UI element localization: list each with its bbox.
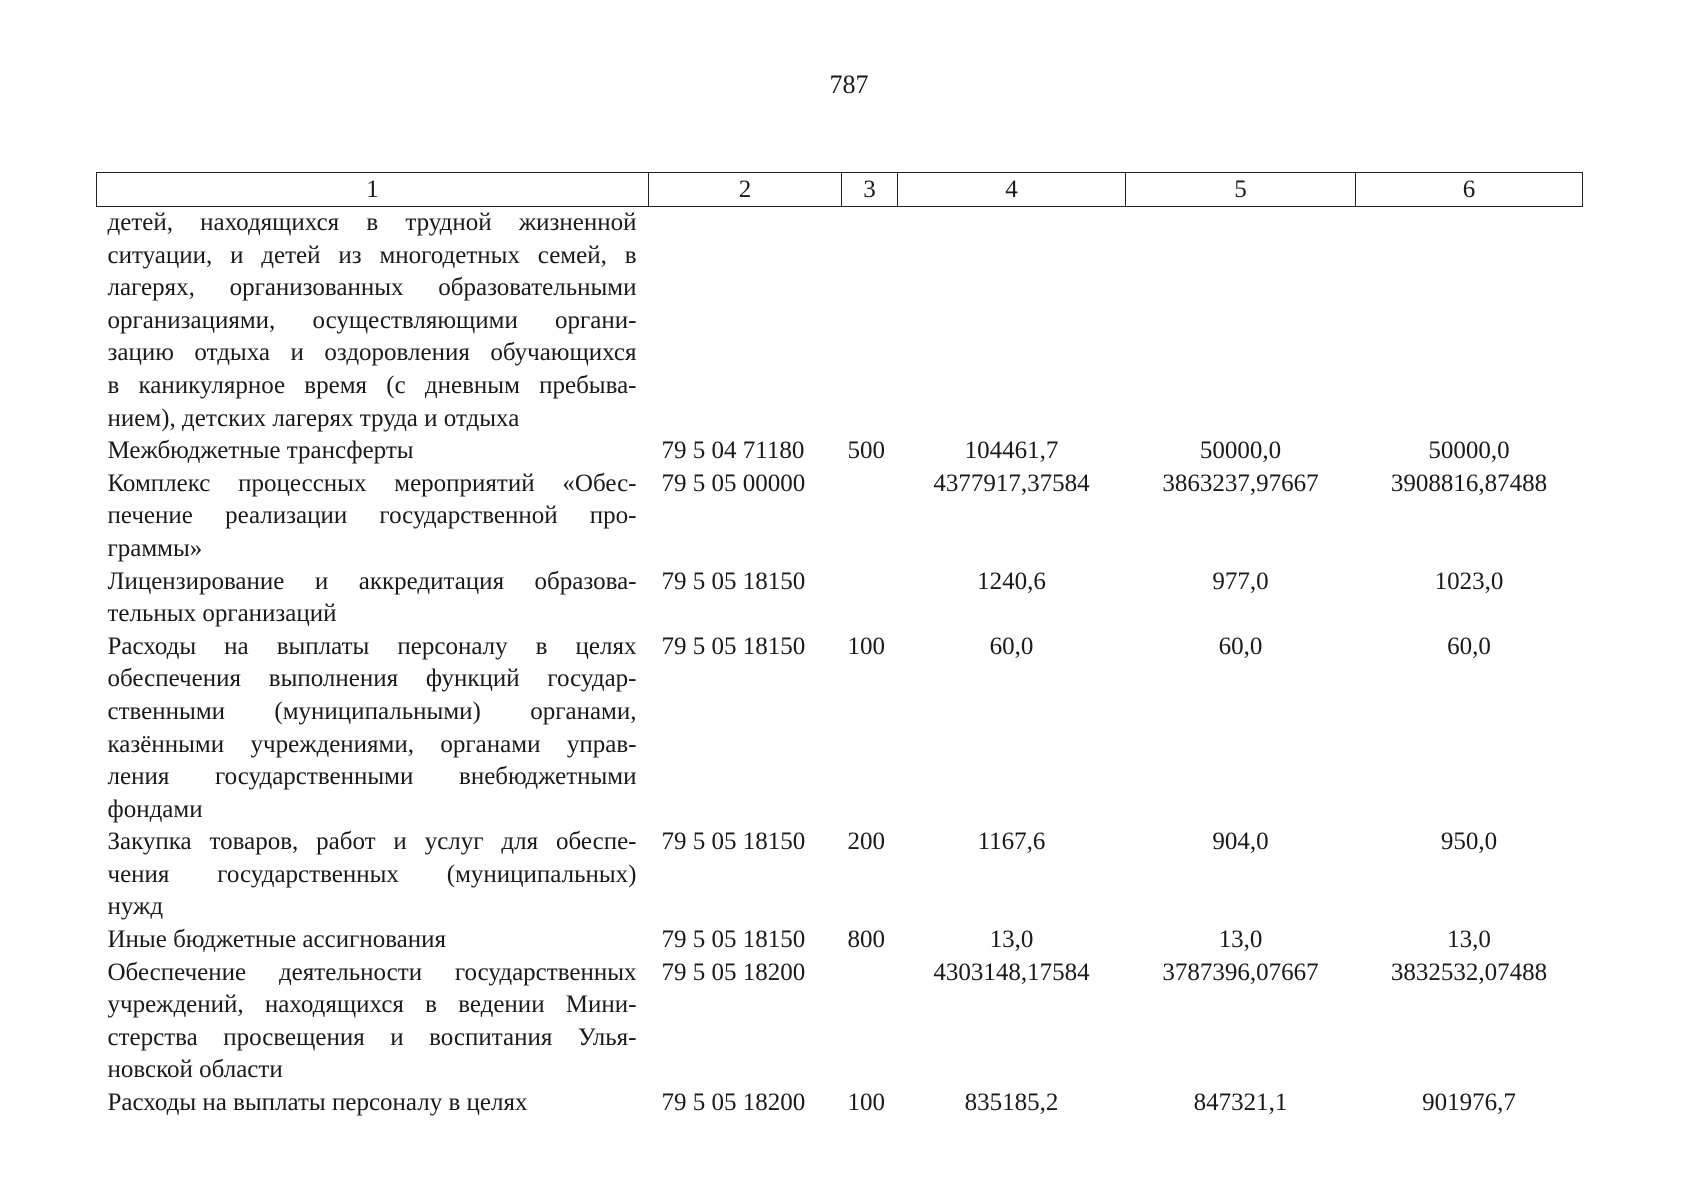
amount-col-4-cell — [898, 207, 1126, 436]
row-name-line: стерства просвещения и воспитания Улья- — [107, 1023, 637, 1051]
amount-col-6-cell: 50000,0 — [1428, 437, 1510, 465]
row-name-line: Межбюджетные трансферты — [107, 437, 414, 465]
row-name-line: чения государственных (муниципальных) — [107, 860, 637, 888]
row-name-line: Закупка товаров, работ и услуг для обеспе- — [107, 828, 637, 856]
row-name-line: ления государственными внебюджетными — [107, 763, 637, 791]
table-row — [97, 957, 1583, 1087]
amount-col-5-cell: 977,0 — [1212, 567, 1269, 595]
amount-col-5-cell: 60,0 — [1218, 632, 1263, 660]
target-article-code-cell: 79 5 05 18150 — [661, 828, 806, 856]
row-name-cell — [97, 924, 649, 957]
target-article-code-cell: 79 5 04 71180 — [661, 437, 805, 465]
row-name-line: зацию отдыха и оздоровления обучающихся — [107, 339, 637, 367]
table-row — [97, 207, 1583, 436]
amount-col-4-cell: 4377917,37584 — [933, 469, 1090, 497]
amount-col-6-cell: 13,0 — [1447, 926, 1491, 954]
table-header — [97, 173, 1583, 207]
row-name-cell — [97, 207, 649, 436]
table-row — [97, 435, 1583, 468]
amount-col-4-cell: 104461,7 — [964, 437, 1059, 465]
header-col-1: 1 — [97, 173, 649, 207]
table-row — [97, 1087, 1583, 1120]
row-name-cell — [97, 566, 649, 631]
amount-col-5-cell: 50000,0 — [1199, 437, 1282, 465]
amount-col-4-cell: 60,0 — [989, 632, 1034, 660]
table-row — [97, 468, 1583, 566]
expense-type-code-cell — [842, 207, 898, 436]
row-name-line: Комплекс процессных мероприятий «Обес- — [107, 469, 637, 497]
header-col-3: 3 — [842, 173, 898, 207]
expense-type-code-cell: 200 — [847, 828, 885, 856]
expense-type-code-cell: 500 — [847, 437, 885, 465]
row-name-cell — [97, 631, 649, 827]
amount-col-4-cell: 1240,6 — [977, 567, 1046, 595]
page-number: 787 — [829, 70, 869, 99]
amount-col-5-cell: 3863237,97667 — [1162, 469, 1319, 497]
header-col-4: 4 — [898, 173, 1126, 207]
target-article-code-cell — [649, 207, 842, 436]
target-article-code-cell: 79 5 05 18200 — [661, 958, 806, 986]
table-row — [97, 566, 1583, 631]
row-name-line: казёнными учреждениями, органами управ- — [107, 730, 637, 758]
table-row — [97, 826, 1583, 924]
target-article-code-cell: 79 5 05 18150 — [661, 926, 806, 954]
amount-col-6-cell: 1023,0 — [1434, 567, 1504, 595]
header-row — [97, 173, 1583, 207]
amount-col-6-cell: 3908816,87488 — [1390, 469, 1548, 497]
target-article-code-cell: 79 5 05 00000 — [661, 469, 806, 497]
amount-col-5-cell: 847321,1 — [1193, 1089, 1288, 1117]
amount-col-4-cell: 13,0 — [989, 926, 1034, 954]
row-name-line: организациями, осуществляющими органи- — [107, 306, 637, 334]
target-article-code-cell: 79 5 05 18200 — [661, 1089, 806, 1117]
row-name-line: Иные бюджетные ассигнования — [107, 926, 447, 954]
expense-type-code-cell — [842, 957, 898, 1087]
amount-col-6-cell — [1356, 207, 1583, 436]
row-name-line: учреждений, находящихся в ведении Мини- — [107, 991, 637, 1019]
row-name-line: Лицензирование и аккредитация образова- — [107, 567, 637, 595]
row-name-line: ситуации, и детей из многодетных семей, в — [107, 241, 637, 269]
row-name-cell — [97, 826, 649, 924]
row-name-line: Расходы на выплаты персоналу в целях — [107, 632, 637, 660]
row-name-line: ственными (муниципальными) органами, — [107, 697, 637, 725]
row-name-line: Расходы на выплаты персоналу в целях — [107, 1089, 528, 1117]
row-name-cell — [97, 1087, 649, 1120]
amount-col-6-cell: 3832532,07488 — [1390, 958, 1548, 986]
row-name-line: обеспечения выполнения функций государ- — [107, 665, 637, 693]
header-col-2: 2 — [649, 173, 842, 207]
table-body — [97, 207, 1583, 1120]
row-name-cell — [97, 957, 649, 1087]
expense-type-code-cell — [842, 468, 898, 566]
expense-type-code-cell: 100 — [847, 632, 885, 660]
row-name-line: лагерях, организованных образовательными — [107, 274, 637, 302]
amount-col-5-cell: 904,0 — [1212, 828, 1269, 856]
amount-col-4-cell: 1167,6 — [977, 828, 1046, 856]
row-name-line: нужд — [107, 893, 164, 921]
row-name-cell — [97, 435, 649, 468]
amount-col-5-cell: 13,0 — [1218, 926, 1263, 954]
amount-col-5-cell — [1126, 207, 1356, 436]
table-row — [97, 631, 1583, 827]
amount-col-6-cell: 901976,7 — [1422, 1089, 1516, 1117]
header-col-5: 5 — [1126, 173, 1356, 207]
row-name-cell — [97, 468, 649, 566]
row-name-line: детей, находящихся в трудной жизненной — [107, 209, 637, 236]
expense-type-code-cell: 100 — [847, 1089, 885, 1117]
row-name-line: нием), детских лагерях труда и отдыха — [107, 404, 520, 432]
expense-type-code-cell — [842, 566, 898, 631]
amount-col-6-cell: 950,0 — [1440, 828, 1498, 856]
row-name-line: граммы» — [107, 534, 203, 562]
budget-table — [96, 172, 1583, 1120]
amount-col-4-cell: 835185,2 — [964, 1089, 1059, 1117]
row-name-line: новской области — [107, 1056, 283, 1084]
row-name-line: тельных организаций — [107, 600, 337, 628]
row-name-line: фондами — [107, 795, 203, 823]
amount-col-4-cell: 4303148,17584 — [933, 958, 1090, 986]
amount-col-5-cell: 3787396,07667 — [1162, 958, 1319, 986]
amount-col-6-cell: 60,0 — [1447, 632, 1491, 660]
header-col-6: 6 — [1356, 173, 1583, 207]
row-name-line: в каникулярное время (с дневным пребыва- — [107, 371, 637, 399]
table-row — [97, 924, 1583, 957]
target-article-code-cell: 79 5 05 18150 — [661, 567, 806, 595]
expense-type-code-cell: 800 — [847, 926, 885, 954]
row-name-line: Обеспечение деятельности государственных — [107, 958, 637, 986]
target-article-code-cell: 79 5 05 18150 — [661, 632, 806, 660]
row-name-line: печение реализации государственной про- — [107, 502, 637, 530]
